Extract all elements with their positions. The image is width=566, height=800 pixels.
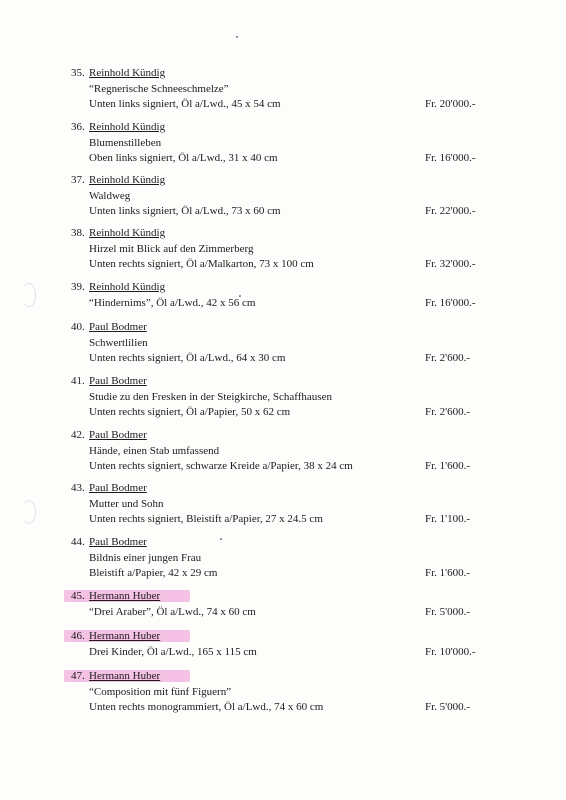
artwork-title: Hirzel mit Blick auf den Zimmerberg [89, 242, 254, 255]
entry-number: 43. [71, 482, 85, 494]
price: Fr. 5'000.- [425, 605, 471, 618]
entry-number: 39. [71, 281, 85, 293]
punch-hole-mark [22, 283, 36, 307]
artist-name: Paul Bodmer [89, 321, 147, 333]
artwork-details: Unten links signiert, Öl a/Lwd., 45 x 54 cm [89, 98, 281, 110]
artwork-details: Unten rechts signiert, Öl a/Malkarton, 73 x 100 cm [89, 258, 314, 270]
entry-number: 42. [71, 429, 85, 441]
entry-number: 37. [71, 174, 85, 186]
artist-name: Reinhold Kündig [89, 174, 166, 186]
price: Fr. 2'600.- [425, 352, 471, 364]
artist-name: Reinhold Kündig [89, 281, 166, 293]
entry-number: 47. [71, 670, 85, 682]
artwork-details: Unten rechts signiert, Öl a/Lwd., 64 x 30 cm [89, 352, 286, 364]
artwork-details: Oben links signiert, Öl a/Lwd., 31 x 40 cm [89, 152, 278, 164]
price: Fr. 5'000.- [425, 701, 471, 713]
artwork-title: Waldweg [89, 189, 131, 202]
artwork-title: Studie zu den Fresken in der Steigkirche, Schaffhausen [89, 390, 332, 403]
entry-number: 44. [71, 536, 85, 548]
artist-name: Paul Bodmer [89, 482, 147, 494]
price: Fr. 16'000.- [425, 296, 476, 309]
entry-number: 45. [71, 590, 85, 602]
artwork-title: Hände, einen Stab umfassend [89, 444, 220, 457]
entry-number: 38. [71, 227, 85, 239]
artwork-title: “Regnerische Schneeschmelze” [89, 82, 229, 95]
entry-number: 40. [71, 321, 85, 333]
artwork-details: “Drei Araber”, Öl a/Lwd., 74 x 60 cm [89, 605, 256, 618]
entry-number: 36. [71, 121, 85, 133]
artwork-details: Bleistift a/Papier, 42 x 29 cm [89, 567, 218, 579]
artist-name: Hermann Huber [89, 670, 161, 682]
price: Fr. 16'000.- [425, 152, 476, 164]
price: Fr. 1'600.- [425, 567, 471, 579]
price: Fr. 10'000.- [425, 645, 476, 658]
artwork-details: Unten rechts signiert, Öl a/Papier, 50 x 62 cm [89, 406, 291, 418]
paper-speck [236, 36, 238, 38]
artwork-title: “Composition mit fünf Figuern” [89, 685, 232, 698]
artwork-title: Mutter und Sohn [89, 497, 164, 510]
price: Fr. 1'600.- [425, 460, 471, 472]
entry-number: 41. [71, 375, 85, 387]
artwork-details: Unten links signiert, Öl a/Lwd., 73 x 60 cm [89, 205, 281, 217]
artwork-details: Drei Kinder, Öl a/Lwd., 165 x 115 cm [89, 645, 257, 658]
artwork-title: Schwertlilien [89, 336, 148, 349]
price: Fr. 1'100.- [425, 513, 471, 525]
artist-name: Paul Bodmer [89, 536, 147, 548]
paper-speck [220, 538, 222, 540]
artist-name: Paul Bodmer [89, 429, 147, 441]
artwork-details: Unten rechts signiert, schwarze Kreide a/Papier, 38 x 24 cm [89, 460, 353, 472]
price: Fr. 22'000.- [425, 205, 476, 217]
artist-name: Reinhold Kündig [89, 67, 166, 79]
entry-number: 46. [71, 630, 85, 642]
entry-number: 35. [71, 67, 85, 79]
artist-name: Reinhold Kündig [89, 121, 166, 133]
punch-hole-mark [22, 500, 36, 524]
artwork-title: Bildnis einer jungen Frau [89, 551, 202, 564]
price: Fr. 32'000.- [425, 258, 476, 270]
artist-name: Hermann Huber [89, 590, 161, 602]
price: Fr. 2'600.- [425, 406, 471, 418]
artwork-details: Unten rechts signiert, Bleistift a/Papier, 27 x 24.5 cm [89, 513, 323, 525]
artist-name: Reinhold Kündig [89, 227, 166, 239]
artwork-details: “Hindernims”, Öl a/Lwd., 42 x 56 cm [89, 296, 256, 309]
artist-name: Paul Bodmer [89, 375, 147, 387]
artwork-details: Unten rechts monogrammiert, Öl a/Lwd., 74 x 60 cm [89, 701, 324, 713]
artwork-title: Blumenstilleben [89, 136, 162, 149]
price: Fr. 20'000.- [425, 98, 476, 110]
artist-name: Hermann Huber [89, 630, 161, 642]
